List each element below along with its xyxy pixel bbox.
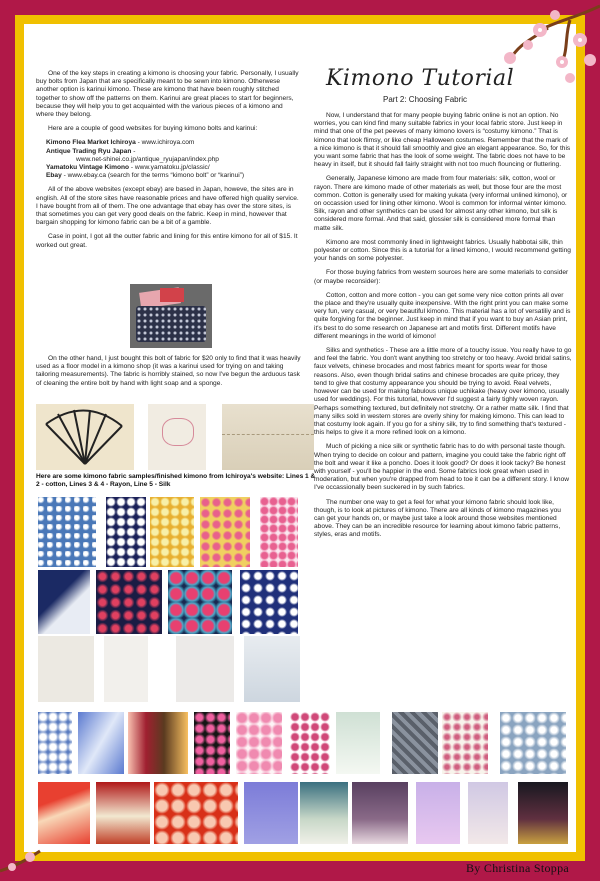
kimono-sample-photo xyxy=(38,497,96,567)
kimono-sample-photo xyxy=(154,782,238,844)
case-paragraph: Case in point, I got all the outter fabric and lining for this entire kimono for all of $15. It worked out great. xyxy=(36,233,298,249)
paragraph-cotton: Cotton, cotton and more cotton - you can get some very nice cotton prints all over the place and they're usually quite inexpensive. With the right print you can make some very fun, very casual, or very beautiful kimono. This material has a lot of versatiliy and is quite forgiving for the beginner. Just keep in mind that if you want to buy an Asian print, it's best to do some research on Japanese art and motifs first. Different motifs have different meanings in the world of kimono! xyxy=(314,291,571,340)
intro-paragraph: One of the key steps in creating a kimono is choosing your fabric. Personally, I usually buy bolts from Japan that are specifically meant to be sewn into kimono. Otherwese another option is karinui kimono. These are kimono that have been roughly stitched together to show off the patterns on them. Karinui are great places to start for beginners, because they will help you to get acquainted with the various pieces of a kimono and where they belong. xyxy=(36,70,299,119)
kimono-sample-photo xyxy=(244,636,300,702)
kimono-sample-photo xyxy=(168,570,232,634)
page-title: Kimono Tutorial xyxy=(326,66,515,91)
paragraph-intro: Now, I understand that for many people buying fabric online is not an option. No worries, you can kind find many suitable fabrics in your local fabric store. Just keep in mind that one of the pet peeves of many kimono lovers is “costumy kimono.” That is kimono that look flimsy, or like cheap Halloween costumes. Remember that the mark of a nice kimono is that it should fall smoothly and give an elegant appearance. So, for this you want some fabric that has the look of some weight. The fabric does not have to be heavy in itself, but it should fall fairly straight with not too much flouncing or fluttering. xyxy=(314,112,571,169)
kimono-sample-photo xyxy=(416,782,460,844)
kimono-sample-photo xyxy=(290,712,330,774)
kimono-sample-photo xyxy=(244,782,298,844)
kimono-sample-photo xyxy=(96,782,150,844)
paragraph-taste: Much of picking a nice silk or synthetic fabric has to do with personal taste though. When trying to decide on colour and pattern, imagine you could take the fabric right off the bolt and wear it like a poncho. Does it look good? Or does it look tacky? Be honest with yourself - you'll be happier in the end. Some fabrics look great when used in moderation, but when you're drapped from head to toe it can be a different story. I know I've occassionally been suckered in by such fabrics. xyxy=(314,443,570,492)
fabric-bundle-photo xyxy=(130,284,212,348)
paragraph-silks: Silks and synthetics - These are a little more of a touchy issue. You really have to go and feel the fabric. You don't want anything too stretchy or too heavy. Avoid bridal satins, faux velvets, chinese brocades and most fabrics meant for sports wear for those reasons. Also, even though bridal satins and chinese brocades are quite pricey, they tend to give that costumy appearance you should be trying to avoid. Real velvets, however can be used for making fabulous unique uchikake (heavy over kimono, usually used for weddings). For this tutorial, however I'd suggest a fairly tighly woven rayon. Perhaps something textured, but definitely not stretchy. Or a rather matte silk. I find that many silks sold in western stores are overly shiny for making kimono. This can lead to that costumy look again. If you go for a shiny silk, try to find something that's textured - this helps to give it a more refined look on a kimono. xyxy=(314,347,572,437)
fan-fabric-photo xyxy=(36,404,134,470)
left-column xyxy=(36,70,302,256)
site-item: Yamatoku Vintage Kimono - www.yamatoku.jp/classic/ xyxy=(46,164,210,172)
kimono-sample-photo xyxy=(236,712,282,774)
author-byline: By Christina Stoppa xyxy=(466,861,570,875)
website-list xyxy=(46,139,302,180)
kimono-sample-photo xyxy=(128,712,188,774)
kimono-sample-photo xyxy=(392,712,438,774)
kimono-sample-photo xyxy=(78,712,124,774)
site-item: Ebay - www.ebay.ca (search for the terms “kimono bolt” or “karinui”) xyxy=(46,172,245,180)
kimono-sample-photo xyxy=(38,636,94,702)
kimono-sample-photo xyxy=(468,782,508,844)
kimono-sample-photo xyxy=(260,497,298,567)
kimono-sample-photo xyxy=(300,782,348,844)
paragraph-lining: Kimono are most commonly lined in lightweight fabrics. Usually habbotai silk, thin polyester or cotton. Since this is a tutorial for a lined kimono, I would recommend getting your hands on some polyester. xyxy=(314,238,571,263)
kimono-sample-photo xyxy=(106,497,146,567)
stained-fabric-photo-2 xyxy=(222,404,314,470)
left-column-lower xyxy=(36,355,302,394)
kimono-sample-photo xyxy=(38,782,90,844)
kimono-sample-photo xyxy=(200,497,250,567)
stained-fabric-photo-1 xyxy=(148,404,206,470)
kimono-sample-photo xyxy=(240,570,298,634)
paragraph-pictures: The number one way to get a feel for what your kimono fabric should look like, though, is to look at pictures of kimono. There are all kinds of kimono magazines you can get your hands on, or maybe just take a look around those websites mentioned above. They can be an incredible resource for learning about kimono fabric patterns, styles, eras and motifs. xyxy=(314,498,561,539)
kimono-sample-photo xyxy=(518,782,568,844)
kimono-sample-photo xyxy=(176,636,234,702)
sites-intro: Here are a couple of good websites for buying kimono bolts and karinui: xyxy=(48,125,258,133)
kimono-sample-photo xyxy=(96,570,162,634)
page-subtitle: Part 2: Choosing Fabric xyxy=(383,95,468,104)
kimono-sample-photo xyxy=(442,712,488,774)
cherry-blossom-branch xyxy=(470,0,600,110)
right-column xyxy=(314,112,572,546)
kimono-sample-photo xyxy=(194,712,230,774)
bolt-paragraph: On the other hand, I just bought this bolt of fabric for $20 only to find that it was heavily used as a floor model in a kimono shop (it was a karinui used for trying on and taking tailoring measurements). The fabric is horribly stained, so now I've begun the arduous task of cleaning the entire bolt by hand with light soap and a sponge. xyxy=(36,355,301,387)
kimono-sample-photo xyxy=(38,570,90,634)
site-url: www.net-shinei.co.jp/antique_ryujapan/index.php xyxy=(76,155,219,163)
paragraph-western-sources: For those buying fabrics from western sources here are some materials to consider (or maybe reconsider): xyxy=(314,269,569,285)
kimono-sample-photo xyxy=(500,712,566,774)
kimono-sample-photo xyxy=(352,782,408,844)
site-item: Kimono Flea Market Ichiroya - www.ichiroya.com xyxy=(46,139,195,147)
kimono-sample-photo xyxy=(38,712,72,774)
websites-paragraph: All of the above websites (except ebay) are based in Japan, howeve, the sites are in english. All of the store sites have reasonable prices and have offered high quality service. I have bought from all of them. The one advantage that ebay has over the store sites, is that sometimes you can get very good deals on the fabric. Keep in mind, however that bargain shopping for kimono fabric can be a bit of a gamble. xyxy=(36,186,299,227)
kimono-sample-photo xyxy=(150,497,194,567)
kimono-sample-photo xyxy=(336,712,380,774)
site-item: Antique Trading Ryu Japan - xyxy=(46,147,136,155)
kimono-sample-photo xyxy=(104,636,148,702)
samples-caption: Here are some kimono fabric samples/finished kimono from Ichiroya's website: Lines 1 & 2 - cotton, Lines 3 & 4 - Rayon, Line 5 - Silk xyxy=(36,473,316,489)
paragraph-materials: Generally, Japanese kimono are made from four materials: silk, cotton, wool or rayon. There are kimono made of other materials as well, but those four are the most common. Cotton is generally used for making yukata (very informal unlined kimono), or on occassion used for lining other kimono. Wool is common for informal winter kimono. Silk, rayon and other synthetics can be used for almost any other kimono, but silk is considered more formal. And that said, glossier silk is considered more formal than matte silk. xyxy=(314,175,568,232)
